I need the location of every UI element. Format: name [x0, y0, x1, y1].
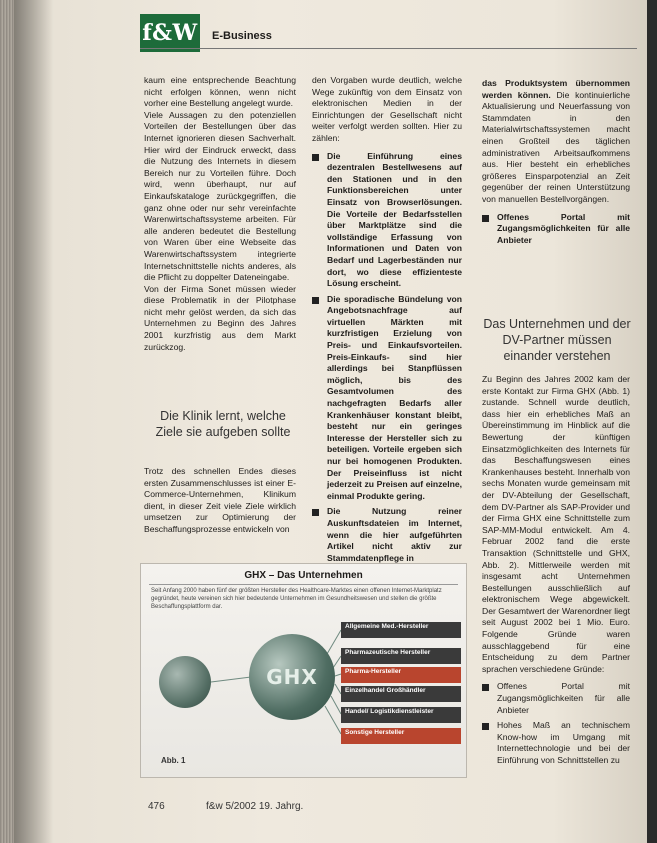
- figure-caption: Seit Anfang 2000 haben fünf der größten Hersteller des Healthcare-Marktes einen offenen Internet-Marktplatz gegründet, heute vereinen sich hier bedeutende Unternehmen im Gesundheitswesen und stellen die größte Beschaffungsplattform dar.: [151, 588, 442, 610]
- section-title: E-Business: [212, 30, 272, 42]
- figure-label: Abb. 1: [161, 756, 186, 765]
- paragraph: [482, 78, 630, 206]
- subheading: Die Klinik lernt, welche Ziele sie aufgeben sollte: [155, 409, 291, 439]
- issue-info: f&w 5/2002 19. Jahrg.: [206, 801, 304, 812]
- scan-border: [647, 0, 657, 843]
- list-item: Die sporadische Bündelung von Angebotsnachfrage auf virtuellen Märkten mit kurzfristigen Erzielung von Preis- und Einkaufsvorteilen. Preis-Einkaufs- sind hier allerdings bei Stanpflüssen möglich, bis des Gesamtvolumen des nachgefragten Bedarfs aller Krankenhäuser konstant bleibt, besteht nur ein geringes Interesse der Hersteller sich zu beteiligen. Vorteile ergeben sich nur bei homogenen Produkten. Der Preiseinfluss ist nicht jederzeit zu Preisen auf einzelne, einmal Produkte gering.: [312, 294, 462, 503]
- paragraph: Zu Beginn des Jahres 2002 kam der erste Kontakt zur Firma GHX (Abb. 1) zustande. Schnell wurde deutlich, dass hier ein erhebliches Maß an Übereinstimmung im Hinblick auf die Bewertung der künftigen Einsatzmöglichkeiten des Internets für das Beschaffungswesen eines Krankenhauses besteht. Innerhalb von sechs Monaten wurde gemeinsam mit der DV-Abteilung der Gesellschaft, dem DV-Partner als SAP-Provider und der Firma GHX eine Schnittstelle zum SAP-MM-Modul entwickelt. Am 4. Februar 2002 fand die erste Transaktion (Schnittstelle und GHX, Abb. 2). Mittlerweile werden mit insgesamt acht Unternehmen Bestellungen ausschließlich auf elektronischem Wege abgewickelt. Der Gesamtwert der Warenordner liegt seit August 2002 bei 1 Mio. Euro. Folgende Gründe waren ausschlaggebend für eine Entscheidung zu dem Partner sprachen verschiedene Gründe:: [482, 374, 630, 674]
- paragraph-text: Die kontinuierliche Aktualisierung und Neuerfassung von Stammdaten in den Materialwirtschaftssystemen macht einen Großteil des täglichen administrativen Arbeitsaufkommens aus. Hier besteht ein erhebliches größeres Einsparpotenzial an Zeit gegenüber der reinen Unterstützung von manuellen Bestellvorgängen.: [482, 89, 631, 204]
- column-1-bottom: [144, 466, 296, 536]
- header-rule: [140, 48, 637, 49]
- paragraph: kaum eine entsprechende Beachtung nicht erfolgen können, wenn nicht vorher eine Bestellung angelegt wurde.: [144, 75, 296, 109]
- ghx-hub: GHX: [249, 634, 335, 720]
- figure-box: Einzelhandel Großhändler: [341, 686, 461, 702]
- bullet-list: [312, 151, 462, 565]
- figure-ghx: [140, 563, 467, 778]
- paragraph: Trotz des schnellen Endes dieses ersten Zusammenschlusses ist einer E-Commerce-Unternehmen, Klinikum dient, in dieser Zeit viele Ziele wirklich umsetzen zur Optimierung der Beschaffungsprozesse entwickeln von: [144, 466, 296, 534]
- column-1-top: [144, 75, 296, 353]
- paragraph: den Vorgaben wurde deutlich, welche Wege zukünftig von dem Einsatz von elektronischen Medien in der Einrichtungen der Gesellschaft nicht weiter verfolgt werden sollten. Hier zu zählen:: [312, 75, 462, 143]
- figure-box: Allgemeine Med.-Hersteller: [341, 622, 461, 638]
- paragraph: Viele Aussagen zu den potenziellen Vorteilen der Bestellungen über das Internet ignorieren diesen Sachverhalt. Hier wird der Eindruck erweckt, dass die Nutzung des Internets in diesem Bereich nur zu Vorteilen führe. Doch wird, wenn überhaupt, nur auf Einkaufskataloge zurückgegriffen, die ganz ohne oder nur sehr vereinfachte Warenwirtschaftssysteme arbeiten. Für alle anderen bedeutet die Bestellung von Waren über eine Webseite das Warenwirtschaftssystem integrierte Internetschnittstelle nichts anderes, als die Pflicht zu doppelter Dateneingabe.: [144, 109, 296, 283]
- figure-title: GHX – Das Unternehmen: [244, 570, 363, 581]
- list-item: Die Nutzung reiner Auskunftsdateien im Internet, wenn die hier aufgeführten Artikel nicht aktiv zur Stammdatenpflege in: [312, 506, 462, 564]
- small-hub-circle: [159, 656, 211, 708]
- paragraph: Von der Firma Sonet müssen wieder diese Problematik in der Pilotphase nicht mehr gelöst werden, da sich das Unternehmen zu Beginn des Jahres 2001 kurzfristig aus dem Markt zurückzog.: [144, 283, 296, 352]
- column-2: [312, 75, 462, 568]
- figure-box: Handel/ Logistikdienstleister: [341, 707, 461, 723]
- page-number: 476: [148, 801, 165, 812]
- magazine-logo: f&W: [140, 14, 200, 52]
- list-item: Offenes Portal mit Zugangsmöglichkeiten für alle Anbieter: [482, 681, 630, 716]
- list-item: Offenes Portal mit Zugangsmöglichkeiten für alle Anbieter: [482, 212, 630, 247]
- subheading: Das Unternehmen und der DV-Partner müssen einander verstehen: [483, 317, 631, 363]
- figure-box: Pharmazeutische Hersteller: [341, 648, 461, 664]
- list-item: Die Einführung eines dezentralen Bestellwesens auf den Stationen und in den Funktionsbereichen unter Einsatz von Browserlösungen. Die Vorteile der Bedarfsstellen über Marktplätze sind die vollständige Erfassung von Informationen und Daten von Bedarf und Lagerbeständen nur dort, wo diese effizienteste Lösung erscheint.: [312, 151, 462, 290]
- bullet-list: [482, 681, 630, 766]
- bullet-list: [482, 212, 630, 247]
- list-item: Hohes Maß an technischem Know-how im Umgang mit Internettechnologie und bei der Einführung von Schnittstellen zu: [482, 720, 630, 766]
- bold-lead: das Produktsystem übernommen werden können.: [482, 78, 630, 100]
- book-page-edges: [0, 0, 14, 843]
- column-3-bottom: [482, 374, 630, 771]
- figure-box: Sonstige Hersteller: [341, 728, 461, 744]
- column-3-top: [482, 78, 630, 250]
- figure-box: Pharma-Hersteller: [341, 667, 461, 683]
